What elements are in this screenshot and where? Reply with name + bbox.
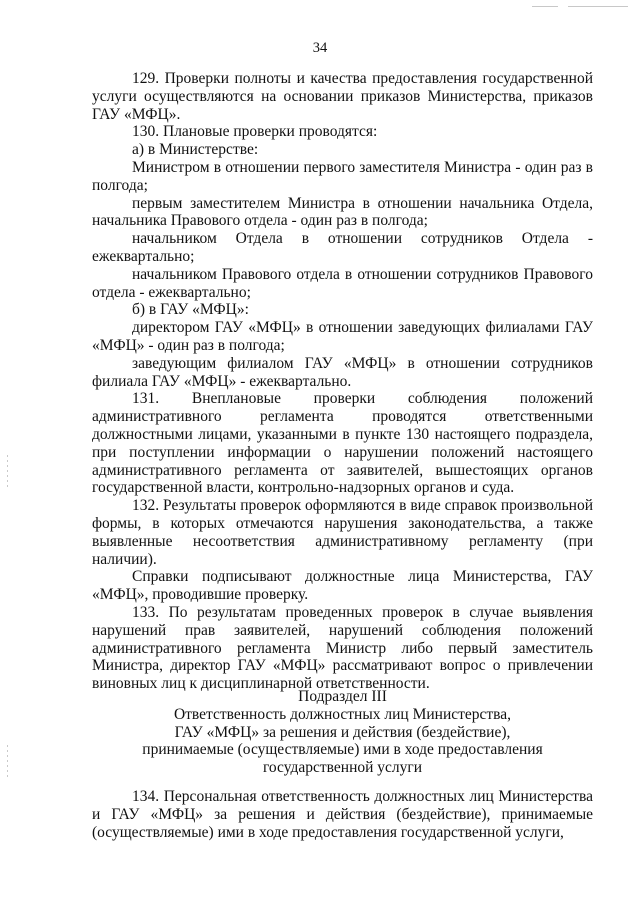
paragraph-129: 129. Проверки полноты и качества предоставления государственной услуги осуществляются на основании приказов Министерства, приказов ГАУ «МФЦ». <box>92 70 593 123</box>
paragraph-133: 133. По результатам проведенных проверок в случае выявления нарушений прав заявителей, нарушений соблюдения положений административного регламента Министр либо первый заместитель Министра, директор ГАУ «МФЦ» рассматривают вопрос о привлечении виновных лиц к дисциплинарной ответственности. <box>92 603 593 693</box>
list-item-b: б) в ГАУ «МФЦ»: <box>132 301 249 319</box>
subsection-title-line: Ответственность должностных лиц Министерства, <box>173 705 512 723</box>
list-item: Министром в отношении первого заместителя Министра - один раз в полгода; <box>92 158 593 194</box>
margin-marks <box>7 745 8 780</box>
paragraph-132-note: Справки подписывают должностные лица Министерства, ГАУ «МФЦ», проводившие проверку. <box>92 568 593 604</box>
scan-artifact <box>568 6 628 7</box>
list-item: заведующим филиалом ГАУ «МФЦ» в отношении сотрудников филиала ГАУ «МФЦ» - ежеквартально. <box>92 354 593 390</box>
subsection-header <box>92 688 593 777</box>
page-number: 34 <box>312 40 328 56</box>
list-item-a: а) в Министерстве: <box>132 141 259 159</box>
paragraph-132: 132. Результаты проверок оформляются в виде справок произвольной формы, в которых отмечаются нарушения законодательства, а также выявленные несоответствия административному регламенту (при наличии). <box>92 497 593 568</box>
body-text <box>92 70 593 693</box>
subsection-title-line: принимаемые (осуществляемые) ими в ходе предоставления <box>142 741 543 759</box>
paragraph-131: 131. Внеплановые проверки соблюдения положений административного регламента проводятся ответственными должностными лицами, указанными в пункте 130 настоящего подраздела, при поступлении информации о нарушении положений настоящего административного регламента от заявителей, вышестоящих органов государственной власти, контрольно-надзорных органов и суда. <box>92 390 593 497</box>
subsection-heading: Подраздел III <box>298 688 387 705</box>
list-item: начальником Правового отдела в отношении сотрудников Правового отдела - ежеквартально; <box>92 265 593 301</box>
list-item: первым заместителем Министра в отношении начальника Отдела, начальника Правового отдела - один раз в полгода; <box>92 194 593 230</box>
list-item: директором ГАУ «МФЦ» в отношении заведующих филиалами ГАУ «МФЦ» - один раз в полгода; <box>92 319 593 354</box>
body-text-continued <box>92 788 593 841</box>
scan-artifact <box>532 6 558 7</box>
subsection-title-line: ГАУ «МФЦ» за решения и действия (бездействие), <box>174 723 511 741</box>
paragraph-134: 134. Персональная ответственность должностных лиц Министерства и ГАУ «МФЦ» за решения и действия (бездействие), принимаемые (осуществляемые) ими в ходе предоставления государственной услуги, <box>92 788 593 841</box>
list-item: начальником Отдела в отношении сотрудников Отдела - ежеквартально; <box>92 230 593 265</box>
subsection-title-line: государственной услуги <box>262 759 423 777</box>
paragraph-130: 130. Плановые проверки проводятся: <box>132 123 378 141</box>
margin-marks <box>7 455 8 490</box>
